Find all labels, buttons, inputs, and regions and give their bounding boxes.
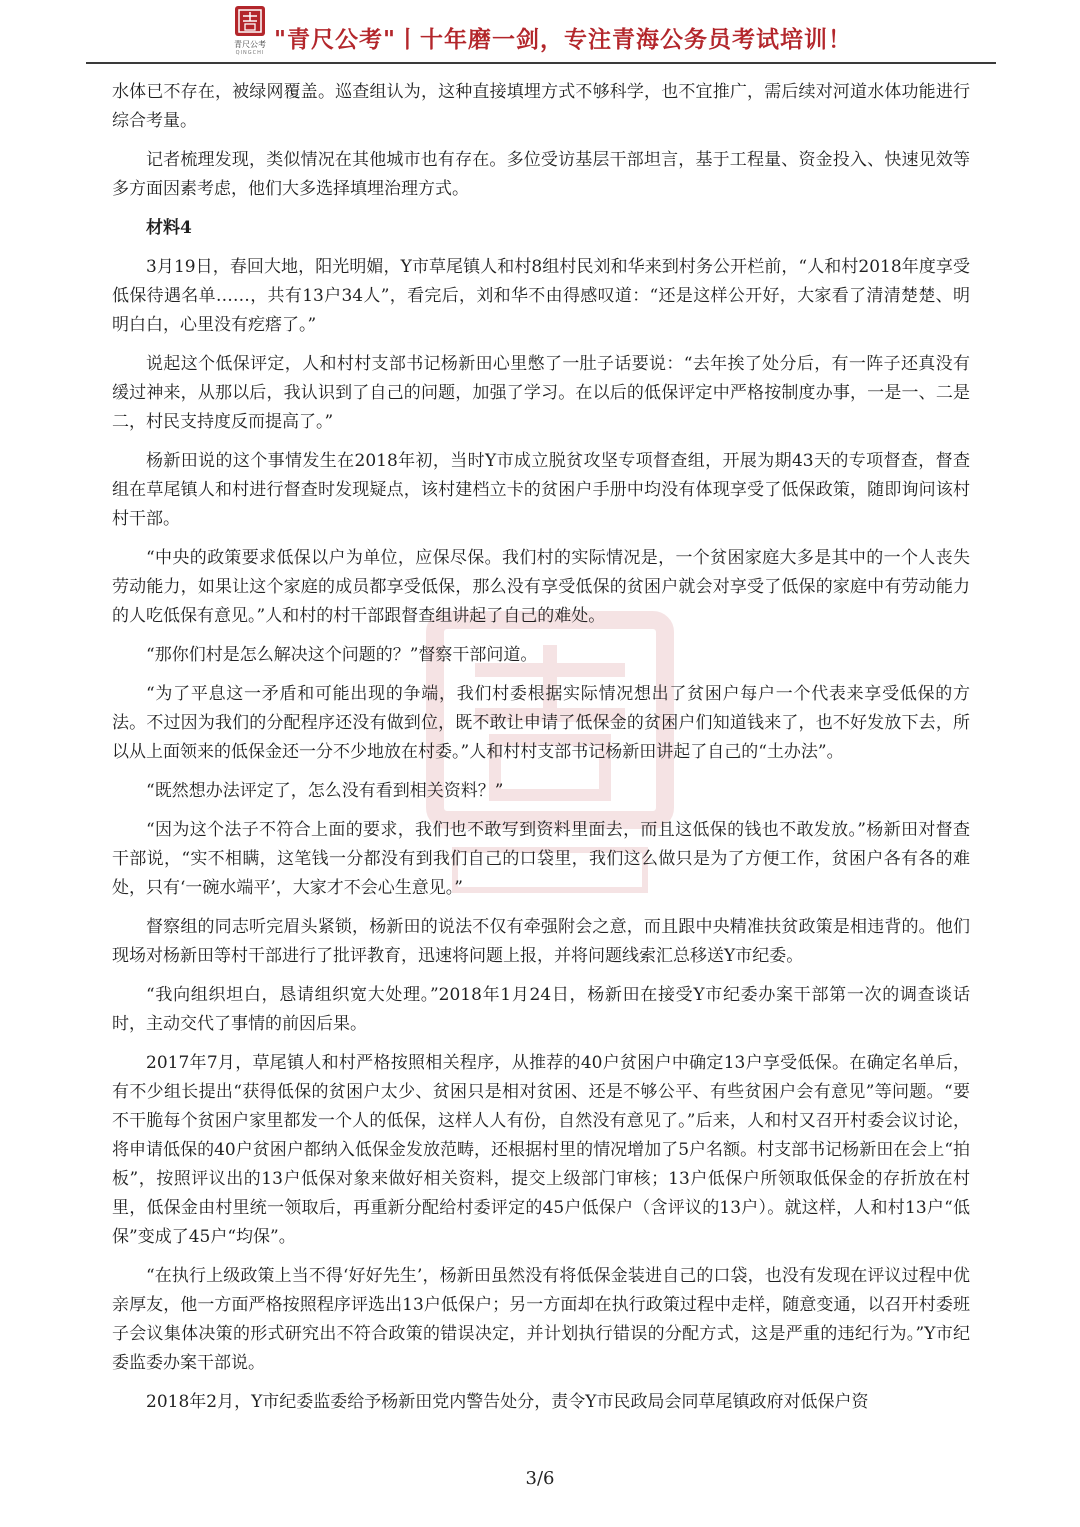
paragraph-4: 说起这个低保评定，人和村村支部书记杨新田心里憋了一肚子话要说：“去年挨了处分后，有一阵子还真没有缓过神来，从那以后，我认识到了自己的问题，加强了学习。在以后的低保评定中严格按制度办事，一是一、二是二，村民支持度反而提高了。”	[112, 354, 970, 432]
paragraph-9: “既然想办法评定了，怎么没有看到相关资料？”	[146, 781, 504, 801]
paragraph-14: “在执行上级政策上当不得‘好好先生’，杨新田虽然没有将低保金装进自己的口袋，也没有发现在评议过程中优亲厚友，他一方面严格按照程序评选出13户低保户；另一方面却在执行政策过程中走样，随意变通，以召开村委班子会议集体决策的形式研究出不符合政策的错误决定，并计划执行错误的分配方式，这是严重的违纪行为。”Y市纪委监委办案干部说。	[112, 1266, 970, 1373]
page-header	[86, 0, 996, 64]
paragraph-12: “我向组织坦白，恳请组织宽大处理。”2018年1月24日，杨新田在接受Y市纪委办案干部第一次的调查谈话时，主动交代了事情的前因后果。	[112, 985, 970, 1034]
paragraph-6: “中央的政策要求低保以户为单位，应保尽保。我们村的实际情况是，一个贫困家庭大多是其中的一个人丧失劳动能力，如果让这个家庭的成员都享受低保，那么没有享受低保的贫困户就会对享受了低保的家庭中有劳动能力的人吃低保有意见。”人和村的村干部跟督查组讲起了自己的难处。	[112, 548, 970, 626]
paragraph-13: 2017年7月，草尾镇人和村严格按照相关程序，从推荐的40户贫困户中确定13户享受低保。在确定名单后，有不少组长提出“获得低保的贫困户太少、贫困只是相对贫困、还是不够公平、有些贫困户会有意见”等问题。“要不干脆每个贫困户家里都发一个人的低保，这样人人有份，自然没有意见了。”后来，人和村又召开村委会议讨论，将申请低保的40户贫困户都纳入低保金发放范畴，还根据村里的情况增加了5户名额。村支部书记杨新田在会上“拍板”，按照评议出的13户低保对象来做好相关资料，提交上级部门审核；13户低保户所领取低保金的存折放在村里，低保金由村里统一领取后，再重新分配给村委评定的45户低保户（含评议的13户）。就这样，人和村13户“低保”变成了45户“均保”。	[112, 1053, 970, 1247]
logo-seal-icon	[235, 6, 265, 36]
paragraph-2: 记者梳理发现，类似情况在其他城市也有存在。多位受访基层干部坦言，基于工程量、资金投入、快速见效等多方面因素考虑，他们大多选择填埋治理方式。	[112, 150, 970, 199]
paragraph-7: “那你们村是怎么解决这个问题的？”督察干部问道。	[146, 645, 538, 665]
page-number: 3/6	[525, 1468, 555, 1489]
logo-text: 青尺公考	[234, 40, 266, 49]
brand-logo	[224, 6, 276, 60]
section-heading: 材料4	[146, 218, 192, 238]
paragraph-10: “因为这个法子不符合上面的要求，我们也不敢写到资料里面去，而且这低保的钱也不敢发放。”杨新田对督查干部说，“实不相瞒，这笔钱一分都没有到我们自己的口袋里，我们这么做只是为了方便工作，贫困户各有各的难处，只有‘一碗水端平’，大家才不会心生意见。”	[112, 820, 970, 898]
paragraph-11: 督察组的同志听完眉头紧锁，杨新田的说法不仅有牵强附会之意，而且跟中央精准扶贫政策是相违背的。他们现场对杨新田等村干部进行了批评教育，迅速将问题上报，并将问题线索汇总移送Y市纪委。	[112, 917, 970, 966]
paragraph-1: 水体已不存在，被绿网覆盖。巡查组认为，这种直接填埋方式不够科学，也不宜推广，需后续对河道水体功能进行综合考量。	[112, 82, 970, 131]
document-body	[112, 78, 970, 1427]
paragraph-15: 2018年2月，Y市纪委监委给予杨新田党内警告处分，责令Y市民政局会同草尾镇政府对低保户资	[146, 1392, 869, 1412]
logo-subtext: QINGCHI	[235, 50, 265, 56]
paragraph-8: “为了平息这一矛盾和可能出现的争端，我们村委根据实际情况想出了贫困户每户一个代表来享受低保的方法。不过因为我们的分配程序还没有做到位，既不敢让申请了低保金的贫困户们知道钱来了，也不好发放下去，所以从上面领来的低保金还一分不少地放在村委。”人和村村支部书记杨新田讲起了自己的“土办法”。	[112, 684, 970, 762]
paragraph-5: 杨新田说的这个事情发生在2018年初，当时Y市成立脱贫攻坚专项督查组，开展为期43天的专项督查，督查组在草尾镇人和村进行督查时发现疑点，该村建档立卡的贫困户手册中均没有体现享受了低保政策，随即询问该村村干部。	[112, 451, 970, 529]
header-slogan: "青尺公考"丨十年磨一剑，专注青海公务员考试培训！	[274, 27, 852, 53]
paragraph-3: 3月19日，春回大地，阳光明媚，Y市草尾镇人和村8组村民刘和华来到村务公开栏前，“人和村2018年度享受低保待遇名单……，共有13户34人”，看完后，刘和华不由得感叹道：“还是这样公开好，大家看了清清楚楚、明明白白，心里没有疙瘩了。”	[112, 257, 970, 335]
